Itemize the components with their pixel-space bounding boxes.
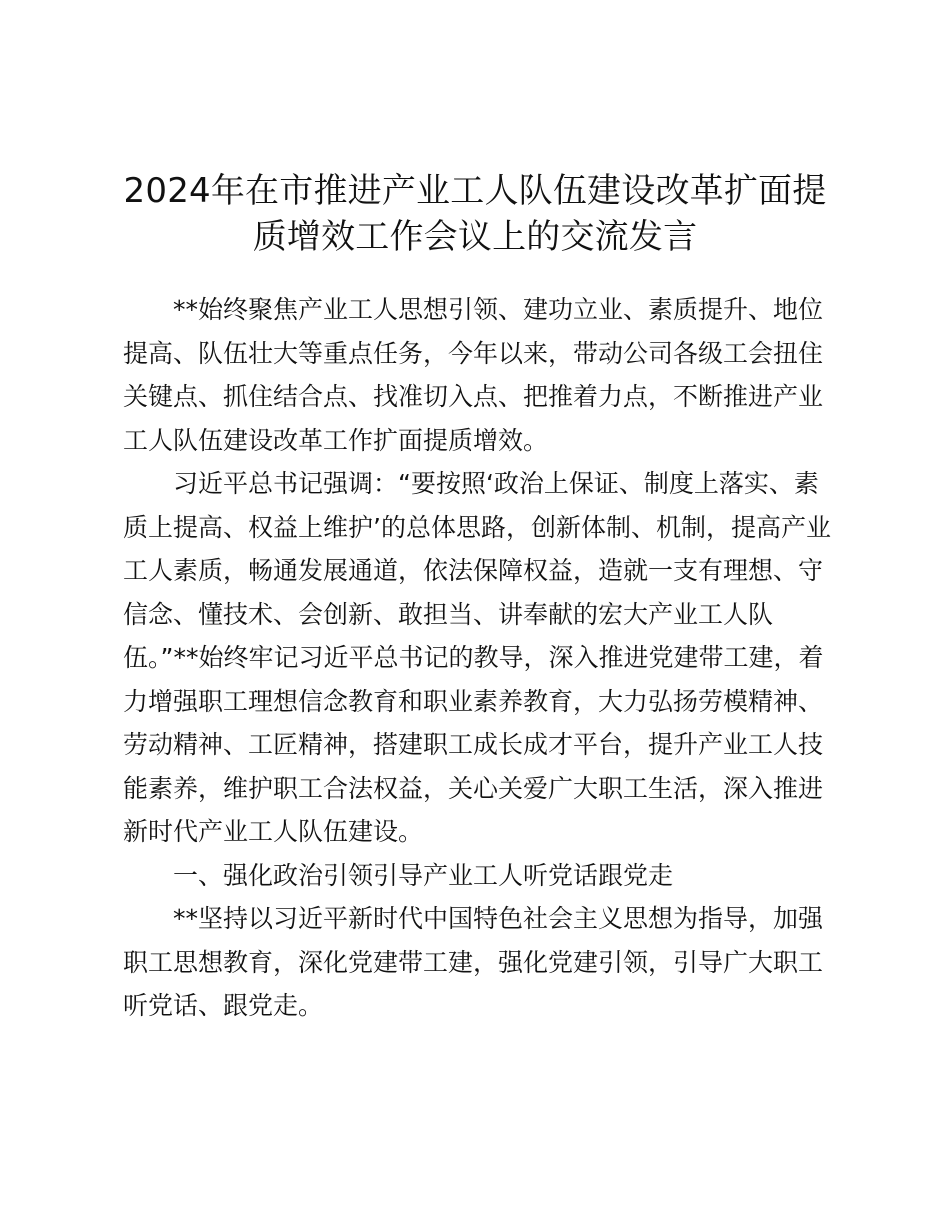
text-line: 工人素质，畅通发展通道，依法保障权益，造就一支有理想、守	[123, 556, 824, 585]
text-line: 力增强职工理想信念教育和职业素养教育，大力弘扬劳模精神、	[123, 686, 824, 716]
paragraph-quote	[123, 462, 833, 854]
text-line: **坚持以习近平新时代中国特色社会主义思想为指导，加强	[173, 904, 824, 933]
text-line: 关键点、抓住结合点、找准切入点、把推着力点，不断推进产业	[123, 382, 824, 411]
text-line: 工人队伍建设改革工作扩面提质增效。	[123, 425, 549, 455]
text-line: 听党话、跟党走。	[123, 991, 324, 1020]
document-body	[123, 288, 833, 1028]
text-line: 新时代产业工人队伍建设。	[123, 817, 424, 846]
text-line: 信念、懂技术、会创新、敢担当、讲奉献的宏大产业工人队	[123, 599, 774, 629]
text-line: 劳动精神、工匠精神，搭建职工成长成才平台，提升产业工人技	[123, 730, 824, 759]
paragraph-intro	[123, 288, 833, 462]
text-line: 一、强化政治引领引导产业工人听党话跟党走	[173, 860, 674, 890]
paragraph-section-one	[123, 897, 833, 1028]
text-line: 职工思想教育，深化党建带工建，强化党建引领，引导广大职工	[123, 947, 824, 977]
section-heading	[123, 854, 833, 898]
document-title	[110, 168, 840, 260]
text-line: 能素养，维护职工合法权益，关心关爱广大职工生活，深入推进	[123, 773, 824, 803]
text-line: 质上提高、权益上维护’的总体思路，创新体制、机制，提高产业	[123, 512, 831, 542]
title-line: 质增效工作会议上的交流发言	[252, 217, 698, 257]
text-line: 提高、队伍壮大等重点任务，今年以来，带动公司各级工会扭住	[123, 338, 824, 368]
text-line: 伍。”**始终牢记习近平总书记的教导，深入推进党建带工建，着	[123, 643, 824, 672]
title-line: 2024年在市推进产业工人队伍建设改革扩面提	[123, 171, 827, 211]
text-line: **始终聚焦产业工人思想引领、建功立业、素质提升、地位	[173, 295, 824, 324]
text-line: 习近平总书记强调：“要按照‘政治上保证、制度上落实、素	[173, 469, 819, 498]
